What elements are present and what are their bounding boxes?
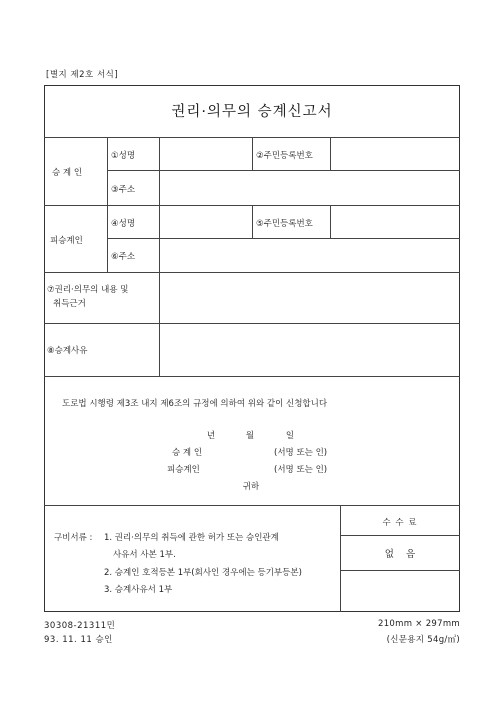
signature-successor-label: 승 계 인 xyxy=(172,448,203,458)
succession-reason-field[interactable] xyxy=(164,330,454,370)
predecessor-section-label: 피승계인 xyxy=(50,236,83,246)
documents-item-3: 3. 승계사유서 1부 xyxy=(104,585,173,595)
documents-heading: 구비서류 : xyxy=(54,533,93,543)
predecessor-id-label: ⑤주민등록번호 xyxy=(256,219,313,229)
declaration-statement: 도로법 시행령 제3조 내지 제6조의 규정에 의하여 위와 같이 신청합니다 xyxy=(62,399,328,409)
rule-predecessor-id-right xyxy=(330,205,331,238)
signature-predecessor-label: 피승계인 xyxy=(167,465,200,475)
documents-item-2: 2. 승계인 호적등본 1부(회사인 경우에는 등기부등본) xyxy=(104,568,302,578)
successor-address-label: ③주소 xyxy=(111,185,136,195)
documents-item-1-line-2: 사유서 사본 1부. xyxy=(113,550,176,560)
rule-fee-col xyxy=(340,505,341,612)
predecessor-address-label: ⑥주소 xyxy=(111,252,136,262)
successor-name-label: ①성명 xyxy=(111,151,136,161)
successor-id-field[interactable] xyxy=(335,149,455,161)
predecessor-name-label: ④성명 xyxy=(111,219,136,229)
footer-paper-size: 210mm × 297mm xyxy=(378,619,460,629)
form-number-label: [별지 제2호 서식] xyxy=(46,70,119,80)
fee-value: 없 음 xyxy=(384,549,416,560)
date-year-label: 년 xyxy=(206,431,216,441)
rule-rights-bottom xyxy=(44,323,460,324)
rule-reason-bottom xyxy=(44,376,460,377)
rights-content-field[interactable] xyxy=(164,280,454,318)
rule-predecessor-id-left xyxy=(252,205,253,238)
rights-content-label-line2: 취득근거 xyxy=(53,299,86,309)
rule-successor-id-right xyxy=(330,137,331,170)
fee-label: 수 수 료 xyxy=(382,518,418,528)
rule-content-col xyxy=(159,272,160,376)
successor-id-label: ②주민등록번호 xyxy=(256,151,313,161)
predecessor-name-field[interactable] xyxy=(164,217,248,229)
date-day-label: 일 xyxy=(285,431,295,441)
successor-address-field[interactable] xyxy=(164,183,454,195)
documents-item-1-line-1: 1. 권리·의무의 취득에 관한 허가 또는 승인관계 xyxy=(104,533,279,543)
rule-successor-label-col xyxy=(159,137,160,205)
signature-predecessor-sign[interactable]: (서명 또는 인) xyxy=(274,465,328,475)
footer-approval-date: 93. 11. 11 승인 xyxy=(44,635,113,645)
document-title: 권리·의무의 승계신고서 xyxy=(171,104,333,120)
rule-declaration-bottom xyxy=(44,505,460,506)
rule-section-divider xyxy=(107,137,108,272)
footer-paper-type: (신문용지 54g/㎡) xyxy=(386,635,460,645)
successor-name-field[interactable] xyxy=(164,149,248,161)
predecessor-address-field[interactable] xyxy=(164,250,454,262)
signature-successor-sign[interactable]: (서명 또는 인) xyxy=(274,448,328,458)
rights-content-label-line1: ⑦권리·의무의 내용 및 xyxy=(47,285,129,295)
footer-form-code: 30308-21311민 xyxy=(44,621,116,631)
date-month-label: 월 xyxy=(245,431,255,441)
rights-content-label xyxy=(47,283,128,311)
rule-predecessor-label-col xyxy=(159,205,160,272)
rule-successor-id-left xyxy=(252,137,253,170)
recipient-label: 귀하 xyxy=(242,482,260,492)
rule-fee-mid xyxy=(340,535,460,536)
succession-reason-label: ⑧승계사유 xyxy=(47,346,88,356)
rule-fee-bottom xyxy=(340,570,460,571)
successor-section-label: 승 계 인 xyxy=(52,168,83,178)
rule-predecessor-bottom xyxy=(44,272,460,273)
predecessor-id-field[interactable] xyxy=(335,217,455,229)
